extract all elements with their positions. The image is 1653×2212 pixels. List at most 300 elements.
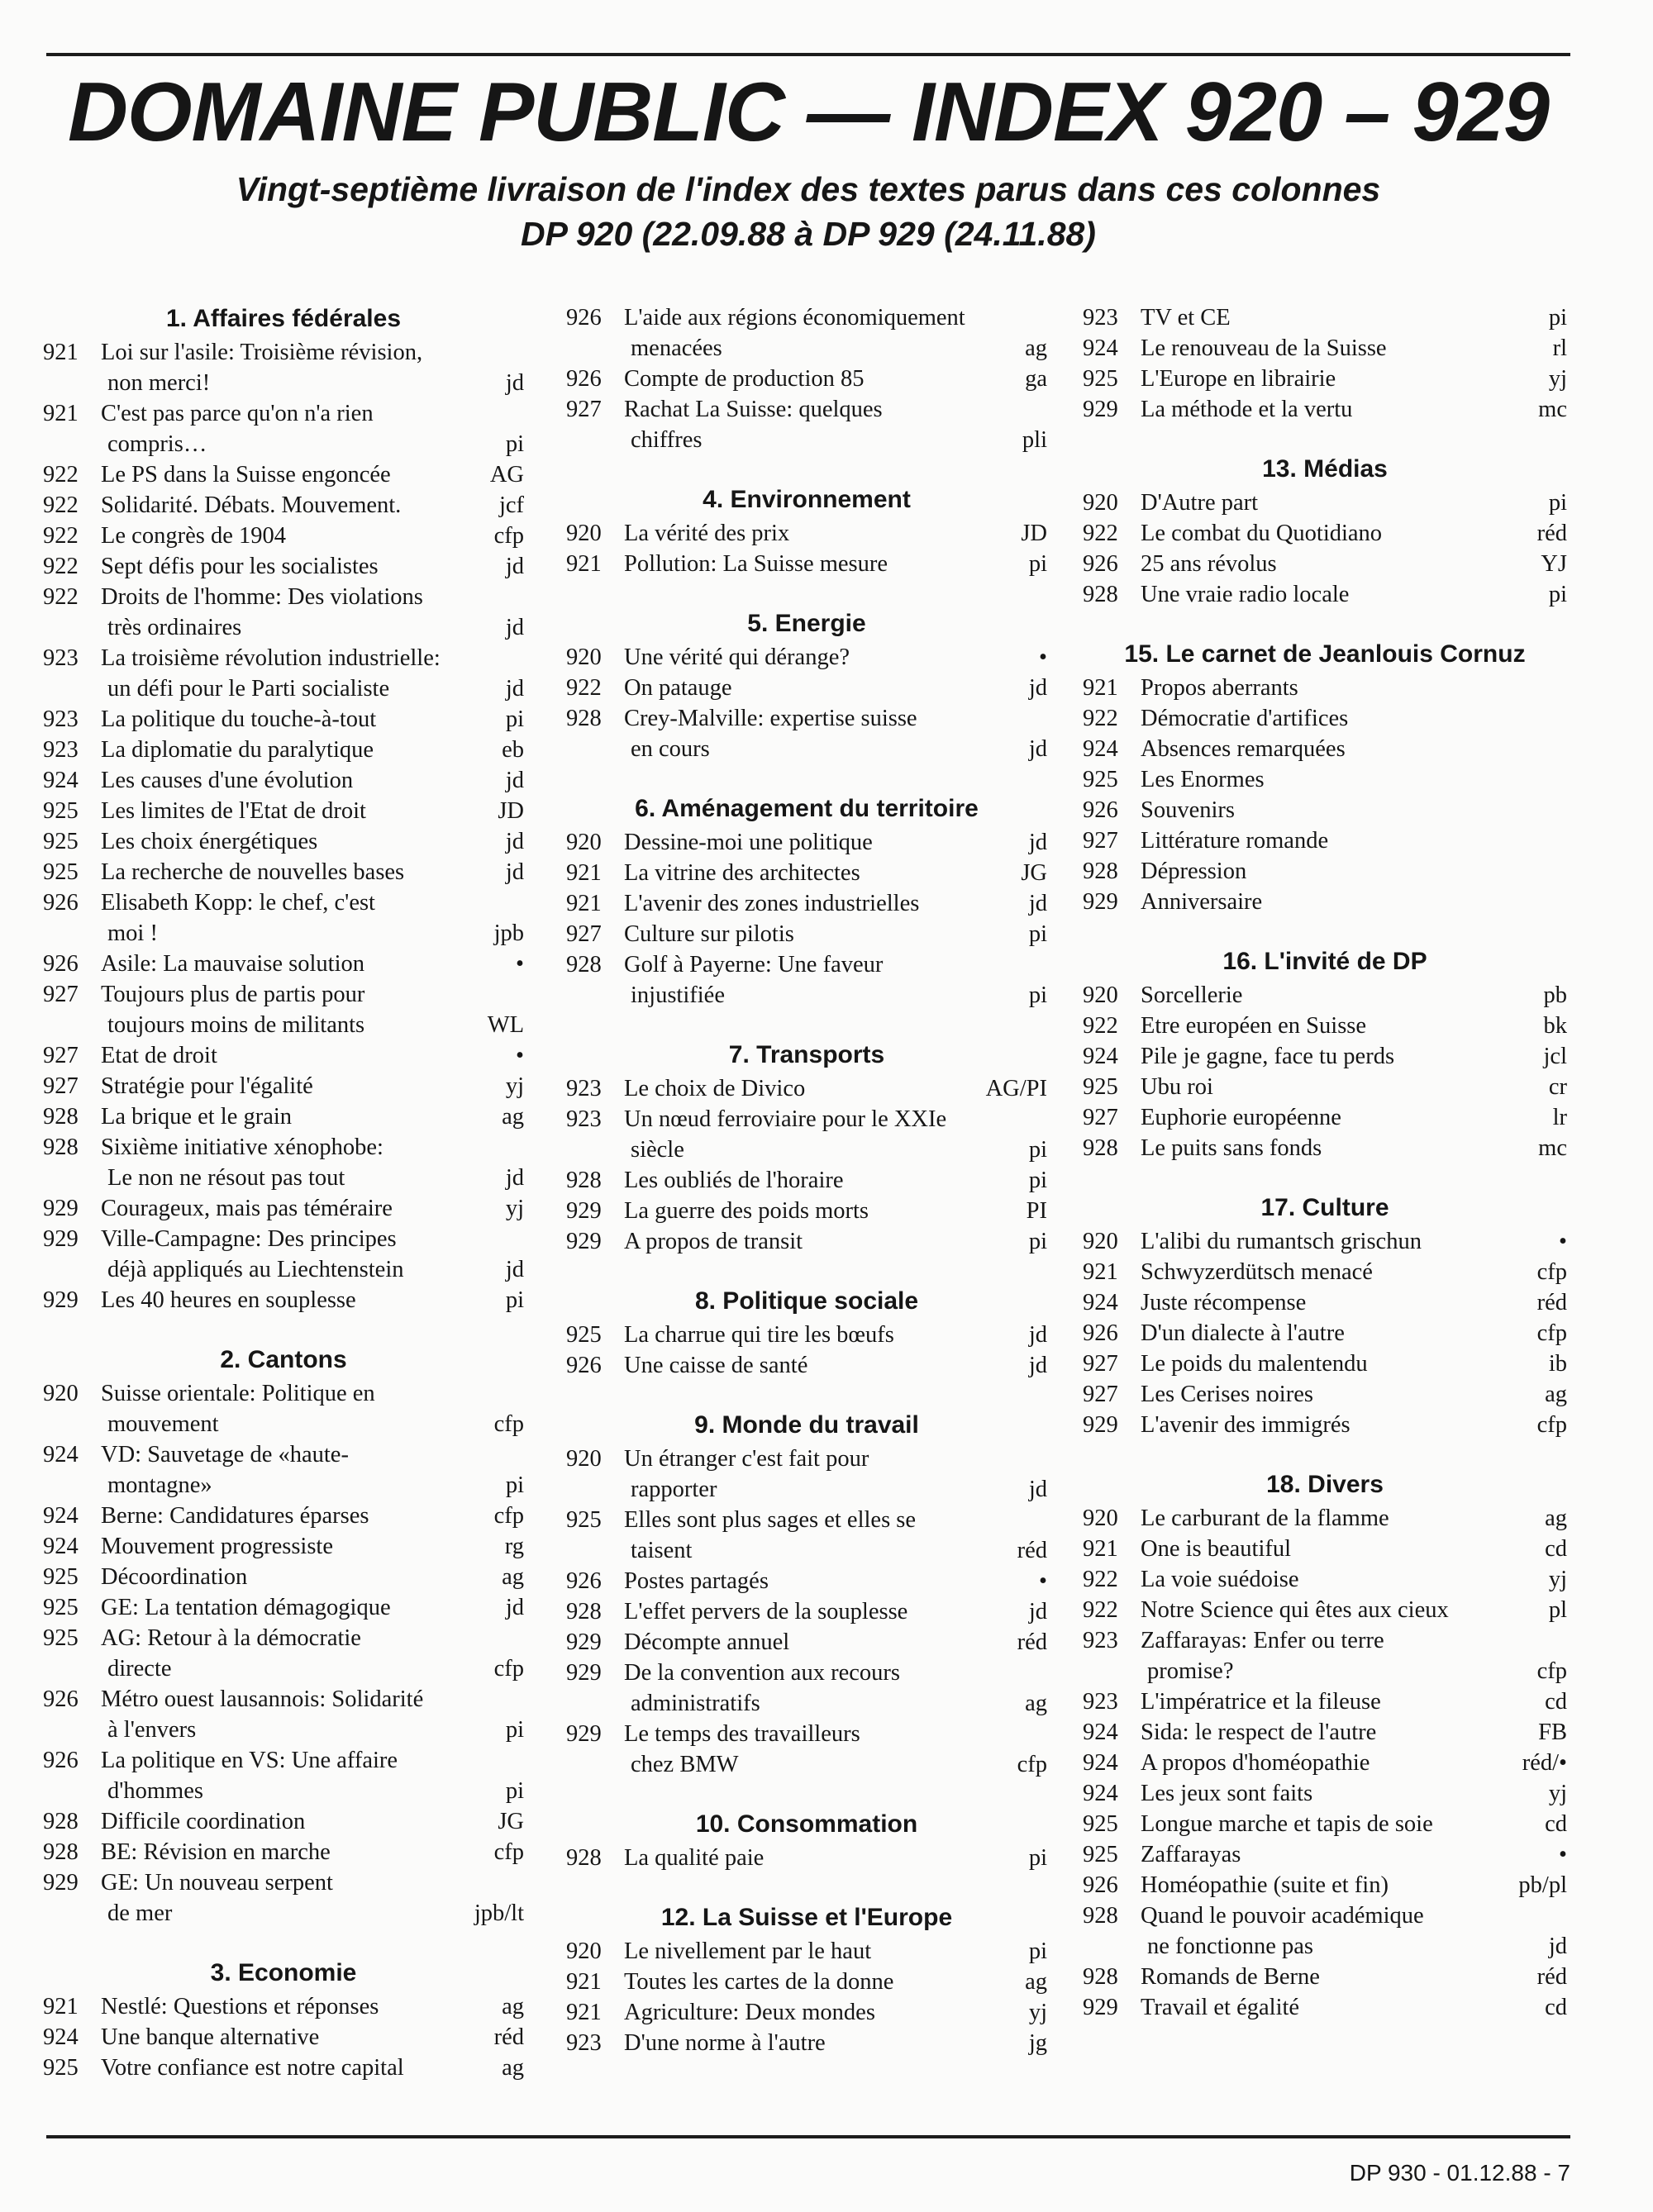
author-initials: bk bbox=[1543, 1013, 1567, 1039]
article-title-line: très ordinaires bbox=[107, 615, 242, 640]
author-initials: JG bbox=[498, 1809, 524, 1834]
issue-number: 922 bbox=[1083, 1013, 1118, 1039]
author-initials: ag bbox=[1545, 1382, 1567, 1407]
article-title-line: Mouvement progressiste bbox=[101, 1534, 333, 1559]
author-initials: yj bbox=[1548, 1567, 1567, 1592]
author-initials: • bbox=[1039, 1568, 1047, 1594]
article-title-line: Juste récompense bbox=[1141, 1290, 1307, 1315]
issue-number: 927 bbox=[1083, 1351, 1118, 1377]
article-title bbox=[1141, 518, 1531, 549]
article-title bbox=[624, 703, 1022, 764]
index-section bbox=[566, 1039, 1047, 1257]
section-title: 17. Culture bbox=[1260, 1194, 1389, 1221]
article-title-line: Euphorie européenne bbox=[1141, 1105, 1341, 1130]
article-title-line: Schwyzerdütsch menacé bbox=[1141, 1259, 1373, 1285]
article-title-line: Un nœud ferroviaire pour le XXIe bbox=[624, 1106, 947, 1132]
author-initials: ag bbox=[502, 1994, 524, 2019]
index-entry bbox=[1083, 1748, 1567, 1778]
article-title bbox=[624, 2028, 1022, 2058]
issue-number: 924 bbox=[43, 1534, 79, 1559]
article-title bbox=[101, 551, 499, 582]
author-initials: jg bbox=[1028, 2030, 1047, 2056]
author-initials: jd bbox=[505, 1595, 524, 1620]
article-title bbox=[101, 887, 488, 949]
index-column-3 bbox=[1083, 302, 1567, 2051]
index-entry bbox=[566, 642, 1047, 673]
article-title-line: L'effet pervers de la souplesse bbox=[624, 1599, 908, 1625]
author-initials: jpb/lt bbox=[474, 1900, 524, 1926]
index-entry bbox=[1083, 1900, 1567, 1962]
article-title-line: La qualité paie bbox=[624, 1845, 765, 1871]
article-title bbox=[1141, 1748, 1516, 1778]
index-section bbox=[1083, 638, 1567, 917]
section-title: 18. Divers bbox=[1266, 1471, 1384, 1498]
article-title-line: Démocratie d'artifices bbox=[1141, 706, 1349, 731]
index-entry bbox=[43, 1745, 524, 1806]
author-initials: pi bbox=[1028, 1845, 1047, 1871]
article-title bbox=[101, 1101, 495, 1132]
issue-number: 923 bbox=[566, 1076, 602, 1101]
article-title-line: 25 ans révolus bbox=[1141, 551, 1277, 577]
article-title bbox=[101, 1224, 499, 1285]
article-title bbox=[101, 857, 499, 887]
section-title: 1. Affaires fédérales bbox=[165, 305, 402, 332]
index-entry bbox=[43, 1684, 524, 1745]
article-title-line: Homéopathie (suite et fin) bbox=[1141, 1872, 1389, 1898]
article-title bbox=[101, 582, 499, 643]
article-title bbox=[624, 1596, 1022, 1627]
article-title bbox=[1141, 364, 1542, 394]
author-initials: • bbox=[516, 1043, 524, 1068]
article-title-line: Rachat La Suisse: quelques bbox=[624, 397, 883, 422]
article-title-line: injustifiée bbox=[631, 982, 725, 1008]
index-entry bbox=[1083, 333, 1567, 364]
author-initials: JG bbox=[1021, 860, 1047, 886]
index-entry bbox=[43, 949, 524, 979]
author-initials: yj bbox=[505, 1073, 524, 1099]
index-entry bbox=[566, 364, 1047, 394]
index-entry bbox=[1083, 856, 1567, 887]
index-entry bbox=[1083, 1503, 1567, 1534]
article-title bbox=[1141, 1870, 1512, 1900]
index-entry bbox=[43, 398, 524, 459]
article-title bbox=[1141, 673, 1560, 703]
issue-number: 920 bbox=[566, 521, 602, 546]
article-title-line: Difficile coordination bbox=[101, 1809, 306, 1834]
article-title bbox=[624, 1843, 1022, 1873]
issue-number: 920 bbox=[566, 830, 602, 855]
article-title-line: Etat de droit bbox=[101, 1043, 217, 1068]
article-title bbox=[1141, 333, 1546, 364]
index-entry bbox=[43, 1040, 524, 1071]
index-entry bbox=[1083, 887, 1567, 917]
index-entry bbox=[1083, 1839, 1567, 1870]
issue-number: 926 bbox=[1083, 797, 1118, 823]
article-title bbox=[101, 1439, 499, 1501]
author-initials: yj bbox=[1548, 366, 1567, 392]
index-entry bbox=[1083, 1410, 1567, 1440]
index-section bbox=[1083, 453, 1567, 610]
article-title bbox=[1141, 734, 1560, 764]
article-title-line: Travail et égalité bbox=[1141, 1995, 1300, 2020]
index-entry bbox=[43, 735, 524, 765]
author-initials: pi bbox=[1028, 921, 1047, 947]
article-title bbox=[1141, 1992, 1538, 2023]
article-title bbox=[1141, 1102, 1546, 1133]
index-section bbox=[43, 1344, 524, 1929]
section-title: 9. Monde du travail bbox=[694, 1411, 919, 1439]
author-initials: ag bbox=[1025, 335, 1047, 361]
article-title-line: mouvement bbox=[107, 1411, 219, 1437]
index-entry bbox=[43, 2053, 524, 2083]
article-title-line: Crey-Malville: expertise suisse bbox=[624, 706, 917, 731]
article-title-line: Les Enormes bbox=[1141, 767, 1265, 792]
issue-number: 924 bbox=[43, 768, 79, 793]
issue-number: 925 bbox=[43, 1564, 79, 1590]
author-initials: pi bbox=[505, 706, 524, 732]
article-title bbox=[624, 858, 1014, 888]
author-initials: jd bbox=[505, 554, 524, 579]
author-initials: jd bbox=[505, 859, 524, 885]
article-title-line: La charrue qui tire les bœufs bbox=[624, 1322, 894, 1348]
article-title bbox=[624, 1320, 1022, 1350]
index-entry bbox=[566, 827, 1047, 858]
article-title-line: L'aide aux régions économiquement bbox=[624, 305, 965, 331]
index-entry bbox=[1083, 364, 1567, 394]
index-section bbox=[566, 1409, 1047, 1780]
article-title-line: Le temps des travailleurs bbox=[624, 1721, 860, 1747]
issue-number: 925 bbox=[1083, 767, 1118, 792]
author-initials: • bbox=[516, 951, 524, 977]
article-title-line: La recherche de nouvelles bases bbox=[101, 859, 405, 885]
issue-number: 929 bbox=[566, 1721, 602, 1747]
article-title-line: directe bbox=[107, 1656, 172, 1682]
issue-number: 929 bbox=[1083, 889, 1118, 915]
issue-number: 925 bbox=[43, 859, 79, 885]
issue-number: 925 bbox=[566, 1507, 602, 1533]
author-initials: cfp bbox=[1536, 1412, 1567, 1438]
index-entry bbox=[43, 1623, 524, 1684]
index-entry bbox=[1083, 1625, 1567, 1686]
author-initials: yj bbox=[1548, 1781, 1567, 1806]
article-title-line: Le combat du Quotidiano bbox=[1141, 521, 1383, 546]
article-title-line: Le renouveau de la Suisse bbox=[1141, 335, 1387, 361]
section-title: 12. La Suisse et l'Europe bbox=[660, 1904, 953, 1931]
article-title-line: montagne» bbox=[107, 1472, 212, 1498]
article-title-line: On patauge bbox=[624, 675, 732, 701]
index-entry bbox=[566, 302, 1047, 364]
index-entry bbox=[43, 1531, 524, 1562]
subtitle: Vingt-septième livraison de l'index des textes parus dans ces colonnes bbox=[236, 170, 1381, 208]
index-entry bbox=[1083, 1686, 1567, 1717]
author-initials: pi bbox=[1028, 1168, 1047, 1193]
article-title bbox=[101, 521, 488, 551]
author-initials: cd bbox=[1545, 1689, 1567, 1715]
issue-number: 925 bbox=[43, 829, 79, 854]
article-title bbox=[101, 2022, 488, 2053]
article-title bbox=[1141, 1133, 1532, 1163]
article-title bbox=[1141, 1318, 1531, 1349]
author-initials: pi bbox=[1028, 1229, 1047, 1254]
index-entry bbox=[1083, 1870, 1567, 1900]
section-title: 2. Cantons bbox=[220, 1346, 347, 1373]
author-initials: PI bbox=[1026, 1198, 1047, 1224]
article-title-line: toujours moins de militants bbox=[107, 1012, 365, 1038]
author-initials: jcl bbox=[1543, 1044, 1567, 1069]
article-title bbox=[624, 1196, 1020, 1226]
index-entry bbox=[1083, 1257, 1567, 1287]
article-title-line: Anniversaire bbox=[1141, 889, 1263, 915]
article-title-line: La guerre des poids morts bbox=[624, 1198, 869, 1224]
article-title-line: siècle bbox=[631, 1137, 684, 1163]
index-entry bbox=[43, 1867, 524, 1929]
article-title bbox=[101, 1132, 499, 1193]
article-title bbox=[1141, 1257, 1531, 1287]
index-column-2 bbox=[566, 302, 1047, 2086]
article-title-line: Quand le pouvoir académique bbox=[1141, 1903, 1424, 1929]
index-entry bbox=[1083, 980, 1567, 1011]
issue-number: 926 bbox=[566, 305, 602, 331]
index-entry bbox=[43, 704, 524, 735]
author-initials: jd bbox=[1028, 1599, 1047, 1625]
article-title bbox=[101, 1837, 488, 1867]
index-entry bbox=[43, 826, 524, 857]
article-title-line: à l'envers bbox=[107, 1717, 197, 1743]
issue-number: 929 bbox=[1083, 1995, 1118, 2020]
index-entry bbox=[1083, 1011, 1567, 1041]
issue-number: 925 bbox=[566, 1322, 602, 1348]
index-entry bbox=[43, 1439, 524, 1501]
index-entry bbox=[1083, 734, 1567, 764]
article-title-line: Compte de production 85 bbox=[624, 366, 865, 392]
article-title bbox=[624, 642, 1032, 673]
article-title-line: La brique et le grain bbox=[101, 1104, 293, 1130]
article-title bbox=[1141, 795, 1560, 825]
article-title-line: Un étranger c'est fait pour bbox=[624, 1446, 869, 1472]
issue-number: 920 bbox=[1083, 982, 1118, 1008]
article-title bbox=[624, 1444, 1022, 1505]
author-initials: pi bbox=[1548, 490, 1567, 516]
index-section bbox=[43, 1957, 524, 2083]
issue-number: 923 bbox=[566, 1106, 602, 1132]
index-entry bbox=[1083, 1534, 1567, 1564]
index-entry bbox=[1083, 518, 1567, 549]
index-entry bbox=[1083, 1717, 1567, 1748]
article-title-line: d'hommes bbox=[107, 1778, 203, 1804]
article-title bbox=[624, 1566, 1032, 1596]
issue-number: 925 bbox=[43, 798, 79, 824]
index-entry bbox=[566, 1719, 1047, 1780]
author-initials: pi bbox=[1028, 982, 1047, 1008]
author-initials: jd bbox=[1028, 891, 1047, 916]
author-initials: pi bbox=[505, 1717, 524, 1743]
index-entry bbox=[43, 1193, 524, 1224]
article-title bbox=[101, 2053, 495, 2083]
author-initials: pi bbox=[1548, 582, 1567, 607]
article-title-line: Les jeux sont faits bbox=[1141, 1781, 1313, 1806]
article-title-line: Le puits sans fonds bbox=[1141, 1135, 1322, 1161]
issue-number: 927 bbox=[1083, 828, 1118, 854]
author-initials: JD bbox=[498, 798, 524, 824]
issue-number: 928 bbox=[1083, 582, 1118, 607]
article-title-line: Le carburant de la flamme bbox=[1141, 1506, 1389, 1531]
article-title bbox=[1141, 1778, 1542, 1809]
index-entry bbox=[43, 643, 524, 704]
issue-number: 926 bbox=[43, 890, 79, 916]
bottom-rule bbox=[46, 2135, 1570, 2138]
author-initials: réd bbox=[493, 2024, 524, 2050]
article-title-line: D'une norme à l'autre bbox=[624, 2030, 826, 2056]
article-title-line: Le congrès de 1904 bbox=[101, 523, 286, 549]
article-title bbox=[101, 704, 499, 735]
index-entry bbox=[1083, 1133, 1567, 1163]
article-title-line: Romands de Berne bbox=[1141, 1964, 1320, 1990]
page-title: DOMAINE PUBLIC — INDEX 920 – 929 bbox=[67, 66, 1550, 159]
article-title-line: Sida: le respect de l'autre bbox=[1141, 1720, 1377, 1745]
article-title-line: Sorcellerie bbox=[1141, 982, 1243, 1008]
article-title bbox=[101, 949, 509, 979]
article-title-line: Une banque alternative bbox=[101, 2024, 320, 2050]
issue-number: 929 bbox=[566, 1229, 602, 1254]
article-title-line: GE: Un nouveau serpent bbox=[101, 1870, 333, 1896]
article-title-line: compris… bbox=[107, 431, 207, 457]
index-entry bbox=[43, 1837, 524, 1867]
issue-number: 921 bbox=[1083, 1536, 1118, 1562]
issue-number: 925 bbox=[1083, 1811, 1118, 1837]
article-title-line: Dépression bbox=[1141, 859, 1247, 884]
index-section bbox=[566, 1285, 1047, 1381]
article-title bbox=[624, 394, 1016, 455]
index-entry bbox=[1083, 1595, 1567, 1625]
article-title-line: un défi pour le Parti socialiste bbox=[107, 676, 390, 702]
article-title bbox=[101, 796, 491, 826]
article-title-line: La voie suédoise bbox=[1141, 1567, 1299, 1592]
index-entry bbox=[566, 1658, 1047, 1719]
article-title bbox=[624, 888, 1022, 919]
article-title bbox=[1141, 1226, 1552, 1257]
author-initials: cfp bbox=[1017, 1752, 1047, 1777]
issue-number: 929 bbox=[43, 1196, 79, 1221]
index-entry bbox=[43, 796, 524, 826]
author-initials: • bbox=[1039, 645, 1047, 670]
index-entry bbox=[566, 888, 1047, 919]
index-entry bbox=[566, 1566, 1047, 1596]
article-title-line: Zaffarayas: Enfer ou terre bbox=[1141, 1628, 1384, 1653]
author-initials: pl bbox=[1548, 1597, 1567, 1623]
article-title-line: Asile: La mauvaise solution bbox=[101, 951, 364, 977]
article-title bbox=[1141, 579, 1542, 610]
author-initials: réd bbox=[1017, 1629, 1047, 1655]
article-title bbox=[101, 490, 493, 521]
author-initials: pb bbox=[1543, 982, 1567, 1008]
issue-number: 925 bbox=[43, 2055, 79, 2081]
author-initials: cd bbox=[1545, 1811, 1567, 1837]
article-title bbox=[624, 1165, 1022, 1196]
article-title bbox=[1141, 1625, 1531, 1686]
article-title bbox=[624, 302, 1018, 364]
article-title bbox=[101, 1991, 495, 2022]
issue-number: 927 bbox=[1083, 1382, 1118, 1407]
index-entry bbox=[1083, 825, 1567, 856]
article-title bbox=[1141, 1503, 1538, 1534]
author-initials: jd bbox=[505, 676, 524, 702]
issue-number: 929 bbox=[43, 1870, 79, 1896]
issue-number: 923 bbox=[566, 2030, 602, 2056]
author-initials: cfp bbox=[1536, 1658, 1567, 1684]
index-entry bbox=[43, 1378, 524, 1439]
article-title bbox=[1141, 856, 1560, 887]
index-entry bbox=[43, 1224, 524, 1285]
article-title-line: A propos d'homéopathie bbox=[1141, 1750, 1370, 1776]
issue-number: 924 bbox=[1083, 1290, 1118, 1315]
article-title-line: Sept défis pour les socialistes bbox=[101, 554, 379, 579]
article-title bbox=[1141, 1349, 1542, 1379]
article-title bbox=[1141, 394, 1532, 425]
article-title-line: L'avenir des immigrés bbox=[1141, 1412, 1351, 1438]
index-entry bbox=[1083, 1226, 1567, 1257]
index-entry bbox=[1083, 1809, 1567, 1839]
article-title-line: ne fonctionne pas bbox=[1147, 1934, 1314, 1959]
issue-number: 924 bbox=[1083, 335, 1118, 361]
issue-number: 928 bbox=[43, 1839, 79, 1865]
index-section bbox=[43, 302, 524, 1315]
article-title bbox=[101, 337, 499, 398]
issue-number: 924 bbox=[43, 1442, 79, 1468]
author-initials: YJ bbox=[1541, 551, 1567, 577]
article-title-line: BE: Révision en marche bbox=[101, 1839, 331, 1865]
index-section bbox=[1083, 1468, 1567, 2023]
issue-number: 921 bbox=[1083, 1259, 1118, 1285]
author-initials: cfp bbox=[493, 523, 524, 549]
article-title-line: De la convention aux recours bbox=[624, 1660, 900, 1686]
article-title-line: L'avenir des zones industrielles bbox=[624, 891, 920, 916]
index-entry bbox=[566, 518, 1047, 549]
article-title bbox=[624, 1627, 1011, 1658]
article-title-line: L'alibi du rumantsch grischun bbox=[1141, 1229, 1422, 1254]
article-title-line: chez BMW bbox=[631, 1752, 739, 1777]
index-entry bbox=[43, 521, 524, 551]
author-initials: cfp bbox=[493, 1503, 524, 1529]
article-title-line: promise? bbox=[1147, 1658, 1234, 1684]
author-initials: jd bbox=[1028, 1353, 1047, 1378]
article-title bbox=[624, 1505, 1011, 1566]
index-entry bbox=[1083, 1318, 1567, 1349]
index-entry bbox=[1083, 1992, 1567, 2023]
author-initials: cfp bbox=[493, 1839, 524, 1865]
article-title-line: déjà appliqués au Liechtenstein bbox=[107, 1257, 404, 1282]
author-initials: pi bbox=[505, 1472, 524, 1498]
article-title-line: Métro ouest lausannois: Solidarité bbox=[101, 1686, 424, 1712]
article-title bbox=[1141, 1900, 1542, 1962]
author-initials: cd bbox=[1545, 1536, 1567, 1562]
index-entry bbox=[43, 1132, 524, 1193]
index-entry bbox=[1083, 673, 1567, 703]
article-title bbox=[1141, 1839, 1552, 1870]
article-title bbox=[1141, 1072, 1542, 1102]
author-initials: réd/• bbox=[1522, 1750, 1567, 1776]
article-title-line: Culture sur pilotis bbox=[624, 921, 794, 947]
article-title bbox=[1141, 1717, 1532, 1748]
issue-number: 929 bbox=[1083, 1412, 1118, 1438]
article-title-line: D'Autre part bbox=[1141, 490, 1259, 516]
article-title-line: Votre confiance est notre capital bbox=[101, 2055, 404, 2081]
issue-number: 920 bbox=[1083, 1229, 1118, 1254]
issue-number: 921 bbox=[43, 340, 79, 365]
author-initials: jd bbox=[1548, 1934, 1567, 1959]
article-title bbox=[101, 826, 499, 857]
index-entry bbox=[566, 549, 1047, 579]
index-entry bbox=[1083, 795, 1567, 825]
